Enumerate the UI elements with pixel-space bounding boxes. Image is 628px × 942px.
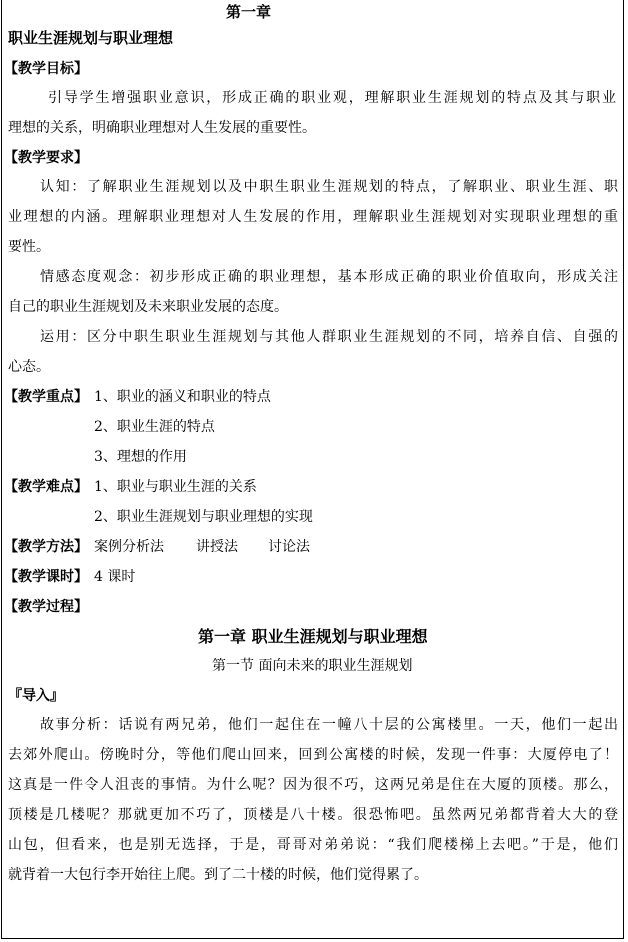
method-1: 案例分析法 — [94, 539, 164, 555]
application-line-1: 运用：区分中职生职业生涯规划与其他人群职业生涯规划的不同，培养自信、自强的 — [40, 329, 618, 345]
application-line-2: 心态。 — [8, 359, 50, 375]
objective-label: 【教学目标】 — [4, 61, 88, 77]
intro-line-5: 山包，但看来，也是别无选择，于是，哥哥对弟弟说：“我们爬楼梯上去吧。”于是，他们 — [8, 837, 618, 853]
section-center-title: 第一节 面向未来的职业生涯规划 — [212, 658, 413, 674]
objective-line-2: 理想的关系，明确职业理想对人生发展的重要性。 — [8, 120, 316, 136]
hours-label: 【教学课时】 — [4, 569, 88, 585]
hours-value: 4 课时 — [94, 569, 136, 585]
key-point-2: 2、职业生涯的特点 — [94, 419, 215, 435]
chapter-heading: 第一章 — [226, 3, 272, 21]
emotion-line-2: 自己的职业生涯规划及未来职业发展的态度。 — [8, 299, 288, 315]
intro-label: 『导入』 — [8, 688, 64, 704]
intro-line-3: 这真是一件令人沮丧的事情。为什么呢？因为很不巧，这两兄弟是住在大厦的顶楼。那么， — [8, 777, 618, 793]
page-frame — [1, 0, 624, 939]
intro-line-2: 去郊外爬山。傍晚时分，等他们爬山回来，回到公寓楼的时候，发现一件事：大厦停电了！ — [8, 747, 618, 763]
methods-label: 【教学方法】 — [4, 539, 88, 555]
method-2: 讲授法 — [196, 539, 238, 555]
requirements-label: 【教学要求】 — [4, 150, 88, 166]
objective-line-1: 引导学生增强职业意识，形成正确的职业观，理解职业生涯规划的特点及其与职业 — [48, 90, 616, 106]
method-3: 讨论法 — [268, 539, 310, 555]
chapter-center-title: 第一章 职业生涯规划与职业理想 — [198, 627, 428, 646]
intro-line-6: 就背着一大包行李开始往上爬。到了二十楼的时候，他们觉得累了。 — [8, 867, 428, 883]
doc-title: 职业生涯规划与职业理想 — [8, 29, 174, 47]
cognition-line-1: 认知：了解职业生涯规划以及中职生职业生涯规划的特点，了解职业、职业生涯、职 — [40, 179, 618, 195]
cognition-line-3: 要性。 — [8, 239, 50, 255]
intro-line-1: 故事分析：话说有两兄弟，他们一起住在一幢八十层的公寓楼里。一天，他们一起出 — [40, 717, 618, 733]
key-point-1: 1、职业的涵义和职业的特点 — [94, 389, 271, 405]
difficulty-1: 1、职业与职业生涯的关系 — [94, 479, 257, 495]
key-points-label: 【教学重点】 — [4, 389, 88, 405]
difficulties-label: 【教学难点】 — [4, 479, 88, 495]
intro-line-4: 顶楼是几楼呢？那就更加不巧了，顶楼是八十楼。很恐怖吧。虽然两兄弟都背着大大的登 — [8, 807, 618, 823]
emotion-line-1: 情感态度观念：初步形成正确的职业理想，基本形成正确的职业价值取向，形成关注 — [40, 269, 618, 285]
process-label: 【教学过程】 — [4, 599, 88, 615]
difficulty-2: 2、职业生涯规划与职业理想的实现 — [94, 509, 313, 525]
cognition-line-2: 业理想的内涵。理解职业理想对人生发展的作用，理解职业生涯规划对实现职业理想的重 — [8, 209, 618, 225]
key-point-3: 3、理想的作用 — [94, 449, 187, 465]
